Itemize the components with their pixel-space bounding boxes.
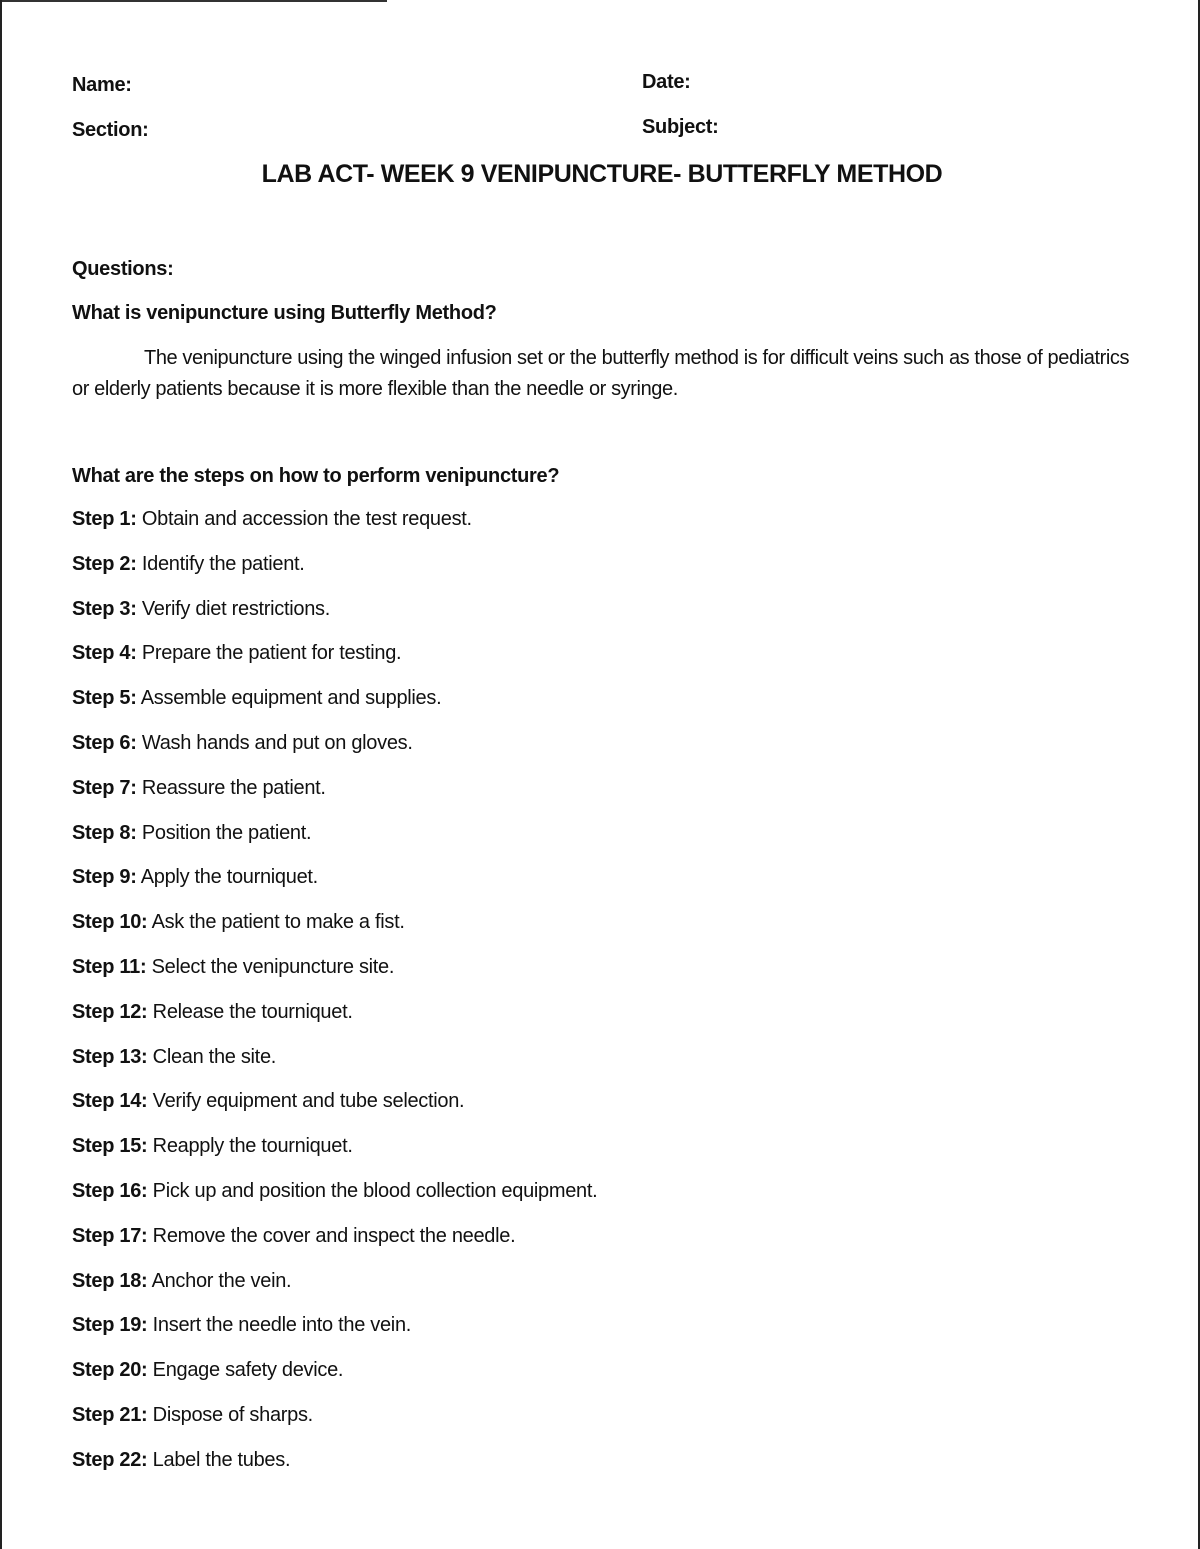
- step-item: [72, 1090, 597, 1135]
- document-title: LAB ACT- WEEK 9 VENIPUNCTURE- BUTTERFLY METHOD: [261, 160, 943, 188]
- step-item: [72, 911, 597, 956]
- step-item: [72, 1001, 597, 1046]
- step-label: Step 2:: [72, 552, 137, 575]
- step-item: [72, 1225, 597, 1270]
- question-2: What are the steps on how to perform venipuncture?: [72, 465, 560, 487]
- step-text: Reapply the tourniquet.: [152, 1135, 353, 1158]
- step-item: [72, 508, 597, 553]
- step-text: Apply the tourniquet.: [140, 866, 318, 889]
- step-item: [72, 1314, 597, 1359]
- step-label: Step 17:: [72, 1224, 148, 1247]
- step-item: [72, 866, 597, 911]
- step-text: Insert the needle into the vein.: [152, 1314, 412, 1337]
- answer-1: The venipuncture using the winged infusion set or the butterfly method is for difficult veins such as those of pediatrics or elderly patients because it is more flexible than the needle or syringe.: [72, 347, 1130, 400]
- step-item: [72, 1270, 597, 1315]
- step-label: Step 19:: [72, 1314, 148, 1337]
- step-label: Step 20:: [72, 1359, 148, 1382]
- step-label: Step 13:: [72, 1045, 148, 1068]
- step-text: Ask the patient to make a fist.: [151, 911, 405, 934]
- step-item: [72, 598, 597, 643]
- step-text: Obtain and accession the test request.: [141, 508, 472, 530]
- step-label: Step 22:: [72, 1448, 148, 1471]
- step-label: Step 10:: [72, 911, 148, 934]
- step-text: Position the patient.: [141, 821, 312, 844]
- step-item: [72, 553, 597, 598]
- step-text: Dispose of sharps.: [152, 1403, 313, 1426]
- step-label: Step 12:: [72, 1000, 148, 1023]
- step-text: Pick up and position the blood collection equipment.: [152, 1179, 598, 1202]
- section-label: Section:: [72, 119, 149, 141]
- date-label: Date:: [642, 71, 691, 93]
- step-label: Step 3:: [72, 597, 137, 620]
- step-text: Verify diet restrictions.: [141, 597, 330, 620]
- step-text: Identify the patient.: [141, 552, 305, 575]
- step-text: Release the tourniquet.: [152, 1000, 353, 1023]
- step-text: Verify equipment and tube selection.: [152, 1090, 465, 1113]
- subject-label: Subject:: [642, 116, 719, 138]
- step-item: [72, 687, 597, 732]
- step-label: Step 5:: [72, 687, 137, 710]
- step-item: [72, 732, 597, 777]
- step-item: [72, 956, 597, 1001]
- step-label: Step 1:: [72, 508, 137, 530]
- step-item: [72, 1404, 597, 1449]
- step-label: Step 21:: [72, 1403, 148, 1426]
- step-item: [72, 1180, 597, 1225]
- name-label: Name:: [72, 74, 132, 96]
- step-label: Step 14:: [72, 1090, 148, 1113]
- step-item: [72, 1046, 597, 1091]
- step-label: Step 7:: [72, 776, 137, 799]
- step-text: Reassure the patient.: [141, 776, 326, 799]
- step-item: [72, 642, 597, 687]
- page-top-edge: [2, 0, 387, 2]
- step-label: Step 4:: [72, 642, 137, 665]
- step-text: Engage safety device.: [152, 1359, 344, 1382]
- step-label: Step 6:: [72, 731, 137, 754]
- steps-list: [72, 508, 597, 1494]
- step-label: Step 16:: [72, 1179, 148, 1202]
- step-text: Label the tubes.: [152, 1448, 291, 1471]
- step-item: [72, 1359, 597, 1404]
- step-text: Assemble equipment and supplies.: [140, 687, 442, 710]
- step-label: Step 18:: [72, 1269, 148, 1292]
- step-item: [72, 822, 597, 867]
- step-label: Step 15:: [72, 1135, 148, 1158]
- step-text: Select the venipuncture site.: [151, 955, 395, 978]
- question-1: What is venipuncture using Butterfly Method?: [72, 302, 497, 324]
- step-text: Wash hands and put on gloves.: [141, 731, 413, 754]
- step-label: Step 9:: [72, 866, 137, 889]
- step-text: Prepare the patient for testing.: [141, 642, 402, 665]
- questions-heading: Questions:: [72, 258, 174, 280]
- step-text: Clean the site.: [152, 1045, 277, 1068]
- step-item: [72, 1135, 597, 1180]
- step-item: [72, 777, 597, 822]
- step-text: Anchor the vein.: [151, 1269, 292, 1292]
- step-text: Remove the cover and inspect the needle.: [152, 1224, 516, 1247]
- step-label: Step 8:: [72, 821, 137, 844]
- step-item: [72, 1449, 597, 1494]
- step-label: Step 11:: [72, 955, 147, 978]
